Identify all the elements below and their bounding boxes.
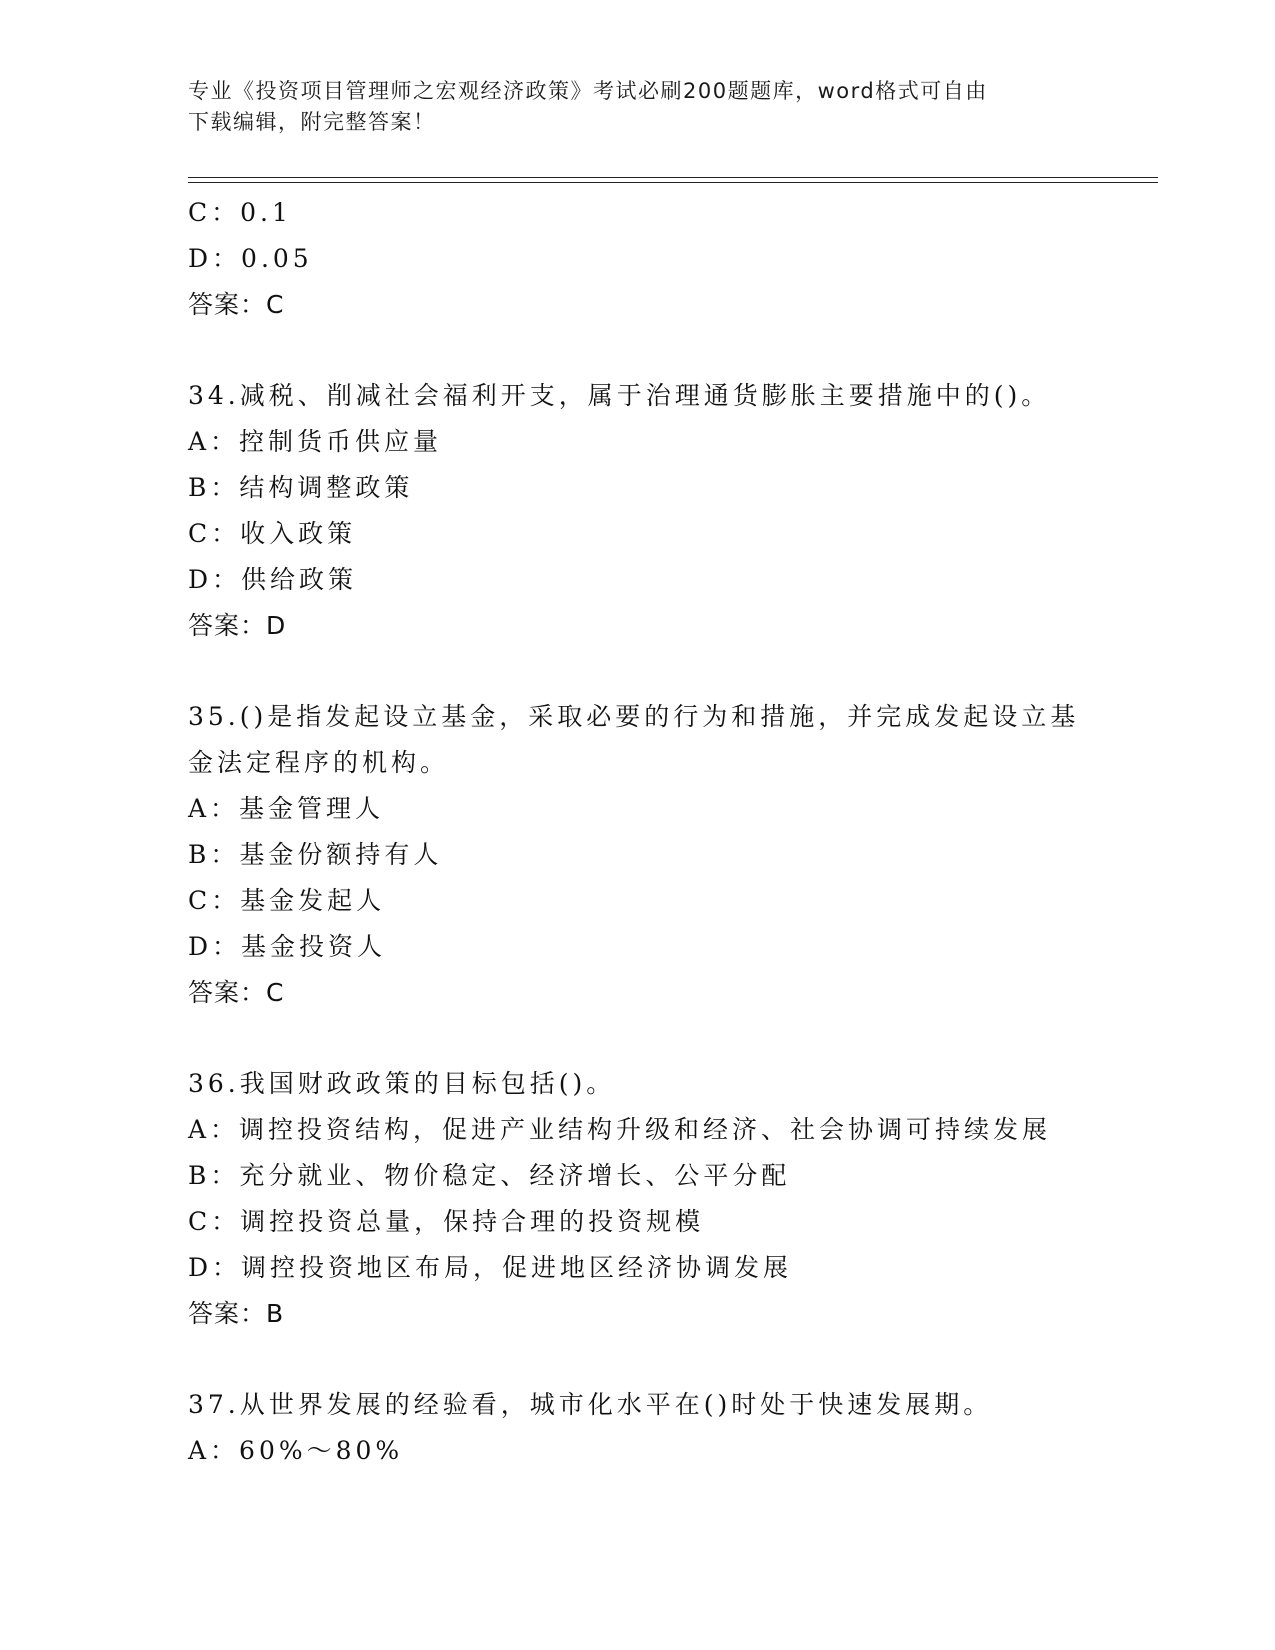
question-block-35 bbox=[188, 694, 1088, 1016]
option-d: D：0.05 bbox=[188, 244, 313, 273]
question-block-37 bbox=[188, 1382, 1088, 1474]
question-list bbox=[188, 190, 1088, 1474]
question-block-33 bbox=[188, 190, 1088, 328]
option-c: C：基金发起人 bbox=[188, 886, 386, 915]
option-a: A：60%～80% bbox=[188, 1436, 404, 1465]
option-b: B：结构调整政策 bbox=[188, 473, 414, 502]
answer-line: 答案：B bbox=[188, 1299, 285, 1328]
question-block-36 bbox=[188, 1061, 1088, 1337]
spacer bbox=[188, 328, 1088, 373]
spacer bbox=[188, 1337, 1088, 1382]
option-a: A：基金管理人 bbox=[188, 794, 385, 823]
question-text-line-1: 35.()是指发起设立基金，采取必要的行为和措施，并完成发起设立基 bbox=[188, 702, 1080, 731]
header-line-2: 下载编辑，附完整答案！ bbox=[188, 110, 436, 134]
option-d: D：基金投资人 bbox=[188, 932, 387, 961]
header-line-1: 专业《投资项目管理师之宏观经济政策》考试必刷200题题库，word格式可自由 bbox=[188, 79, 988, 103]
option-d: D：供给政策 bbox=[188, 565, 358, 594]
header-divider-bottom bbox=[188, 182, 1158, 183]
answer-line: 答案：D bbox=[188, 611, 287, 640]
option-c: C：收入政策 bbox=[188, 519, 357, 548]
option-d: D：调控投资地区布局，促进地区经济协调发展 bbox=[188, 1253, 793, 1282]
answer-line: 答案：C bbox=[188, 290, 285, 319]
option-a: A：控制货币供应量 bbox=[188, 427, 443, 456]
question-block-34 bbox=[188, 373, 1088, 649]
question-text: 34.减税、削减社会福利开支，属于治理通货膨胀主要措施中的()。 bbox=[188, 381, 1051, 410]
question-text: 37.从世界发展的经验看，城市化水平在()时处于快速发展期。 bbox=[188, 1390, 993, 1419]
question-text-line-2: 金法定程序的机构。 bbox=[188, 748, 450, 777]
document-header bbox=[188, 76, 1068, 138]
option-c: C：0.1 bbox=[188, 198, 292, 227]
option-c: C：调控投资总量，保持合理的投资规模 bbox=[188, 1207, 705, 1236]
answer-line: 答案：C bbox=[188, 978, 285, 1007]
option-a: A：调控投资结构，促进产业结构升级和经济、社会协调可持续发展 bbox=[188, 1115, 1052, 1144]
option-b: B：基金份额持有人 bbox=[188, 840, 443, 869]
option-b: B：充分就业、物价稳定、经济增长、公平分配 bbox=[188, 1161, 791, 1190]
question-text: 36.我国财政政策的目标包括()。 bbox=[188, 1069, 616, 1098]
header-divider-top bbox=[188, 177, 1158, 178]
spacer bbox=[188, 1016, 1088, 1061]
spacer bbox=[188, 649, 1088, 694]
